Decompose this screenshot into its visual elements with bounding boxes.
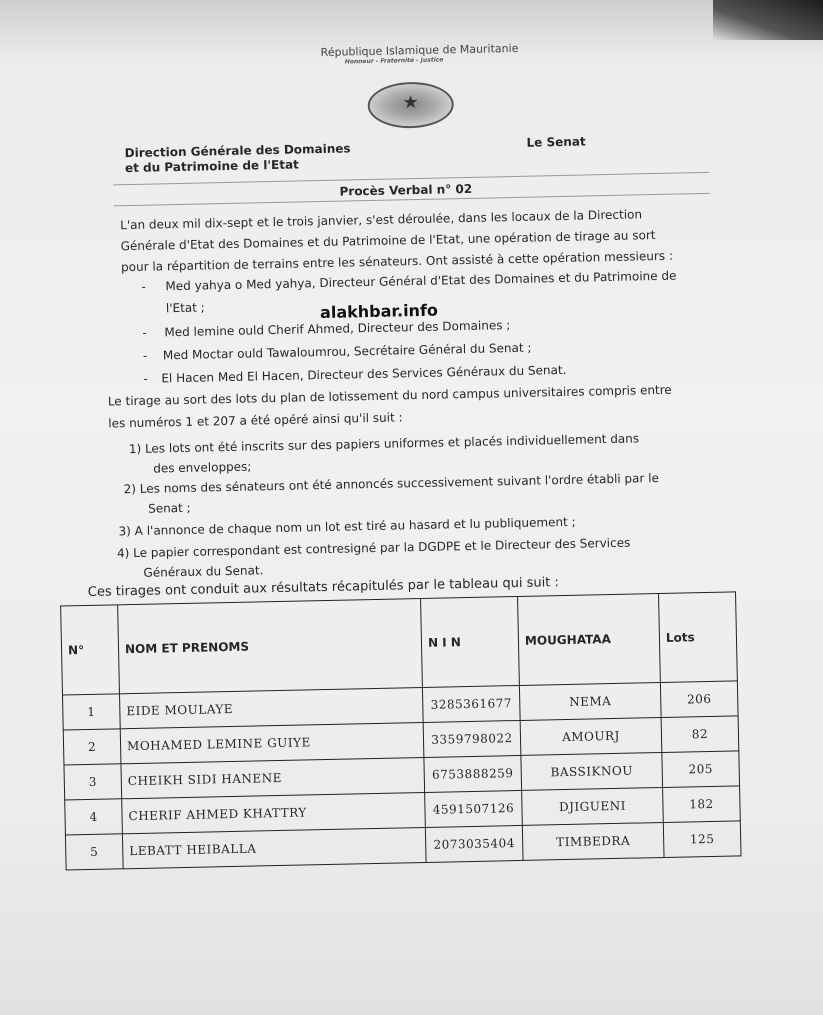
intro-line-2: Générale d'Etat des Domaines et du Patrimoine de l'Etat, une opération de tirage au sort xyxy=(120,228,656,254)
document-title: Procès Verbal n° 02 xyxy=(339,181,473,199)
header-lots: Lots xyxy=(659,592,738,683)
row-nin: 6753888259 xyxy=(424,755,522,792)
header-name: NOM ET PRENOMS xyxy=(118,599,423,694)
attendee-3: Med Moctar ould Tawaloumrou, Secrétaire Général du Senat ; xyxy=(162,340,532,363)
conclusion: Ces tirages ont conduit aux résultats récapitulés par le tableau qui suit : xyxy=(87,575,560,600)
row-number: 5 xyxy=(65,834,123,870)
recipient: Le Senat xyxy=(526,134,586,150)
national-motto: Honneur - Fraternité - Justice xyxy=(344,56,444,66)
row-moughataa: TIMBEDRA xyxy=(522,822,664,860)
watermark: alakhbar.info xyxy=(319,300,439,323)
attendee-bullet: - xyxy=(142,325,147,340)
step-1-cont: des enveloppes; xyxy=(153,459,252,476)
republic-header: République Islamique de Mauritanie xyxy=(320,41,519,59)
step-2-cont: Senat ; xyxy=(147,500,191,516)
national-seal-icon: ★ xyxy=(367,81,454,129)
row-number: 4 xyxy=(65,799,123,835)
direction-line-1: Direction Générale des Domaines xyxy=(124,141,351,161)
attendee-4: El Hacen Med El Hacen, Directeur des Services Généraux du Senat. xyxy=(161,362,567,386)
row-moughataa: NEMA xyxy=(519,683,661,721)
row-lot: 205 xyxy=(662,751,740,788)
row-nin: 3359798022 xyxy=(423,720,521,757)
attendee-1-cont: l'Etat ; xyxy=(165,300,205,316)
results-table xyxy=(60,591,741,870)
intro-line-3: pour la répartition de terrains entre les sénateurs. Ont assisté à cette opération messieurs : xyxy=(120,248,674,275)
row-number: 2 xyxy=(63,729,121,765)
row-lot: 182 xyxy=(663,786,741,823)
tirage-line-2: les numéros 1 et 207 a été opéré ainsi qu'il suit : xyxy=(108,410,403,431)
row-name: LEBATT HEIBALLA xyxy=(122,827,426,868)
step-1: 1) Les lots ont été inscrits sur des papiers uniformes et placés individuellement dans xyxy=(128,431,640,457)
row-lot: 125 xyxy=(663,821,741,858)
attendee-bullet: - xyxy=(141,279,146,294)
tirage-line-1: Le tirage au sort des lots du plan de lotissement du nord campus universitaires compris entre xyxy=(107,382,672,409)
row-moughataa: BASSIKNOU xyxy=(521,752,663,790)
row-number: 3 xyxy=(64,764,122,800)
header-number: N° xyxy=(61,605,120,695)
attendee-bullet: - xyxy=(142,348,148,363)
row-name: CHERIF AHMED KHATTRY xyxy=(122,792,426,833)
attendee-1: Med yahya o Med yahya, Directeur Général d'Etat des Domaines et du Patrimoine de xyxy=(165,268,677,294)
row-moughataa: AMOURJ xyxy=(520,717,662,755)
row-lot: 206 xyxy=(660,681,738,718)
row-lot: 82 xyxy=(661,716,739,753)
step-3: 3) A l'annonce de chaque nom un lot est tiré au hasard et lu publiquement ; xyxy=(118,514,576,539)
direction-line-2: et du Patrimoine de l'Etat xyxy=(124,157,299,176)
row-name: EIDE MOULAYE xyxy=(119,687,423,728)
header-moughataa: MOUGHATAA xyxy=(518,594,661,686)
row-nin: 3285361677 xyxy=(422,685,520,722)
step-4-cont: Généraux du Senat. xyxy=(143,563,264,580)
step-4: 4) Le papier correspondant est contresigné par la DGDPE et le Directeur des Services xyxy=(116,535,631,561)
row-nin: 2073035404 xyxy=(425,825,523,862)
table-header-row xyxy=(61,592,738,695)
issuing-direction xyxy=(125,141,352,176)
step-2: 2) Les noms des sénateurs ont été annoncés successivement suivant l'ordre établi par le xyxy=(123,470,660,497)
intro-line-1: L'an deux mil dix-sept et le trois janvier, s'est déroulée, dans les locaux de la Direction xyxy=(120,207,643,233)
row-nin: 4591507126 xyxy=(425,790,523,827)
header-nin: N I N xyxy=(421,596,520,687)
row-name: MOHAMED LEMINE GUIYE xyxy=(120,722,424,763)
attendee-2: Med lemine ould Cherif Ahmed, Directeur des Domaines ; xyxy=(164,318,511,340)
row-number: 1 xyxy=(63,694,121,730)
row-name: CHEIKH SIDI HANENE xyxy=(121,757,425,798)
attendee-bullet: - xyxy=(143,371,148,386)
row-moughataa: DJIGUENI xyxy=(522,787,664,825)
